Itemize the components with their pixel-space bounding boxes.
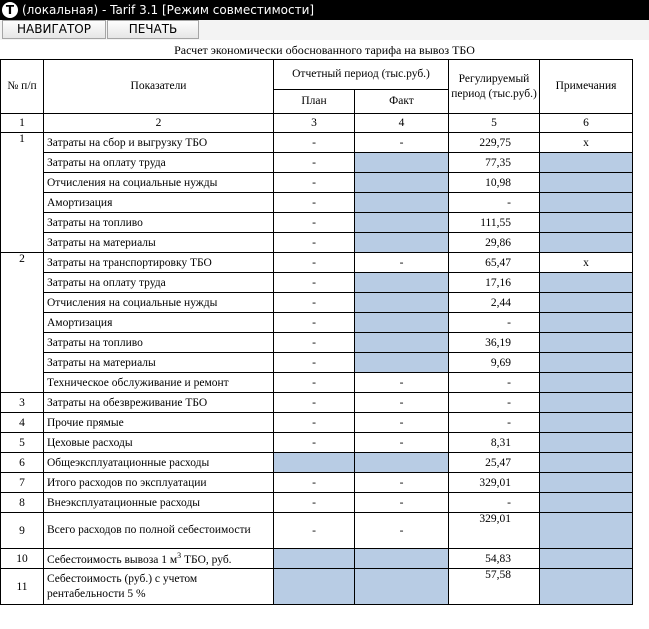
table-row: [1, 233, 633, 253]
fact-cell[interactable]: [355, 569, 449, 605]
row-indicator-name: Отчисления на социальные нужды: [44, 173, 274, 193]
header-plan: План: [274, 90, 355, 114]
print-button[interactable]: ПЕЧАТЬ: [107, 20, 199, 39]
row-indicator-name: Затраты на обезвреживание ТБО: [44, 393, 274, 413]
plan-cell[interactable]: [274, 453, 355, 473]
indicator-superscript: 3: [177, 551, 182, 561]
notes-cell[interactable]: [540, 569, 633, 605]
header-regulated-period: Регулируемый период (тыс.руб.): [449, 60, 540, 114]
regulated-cell: 329,01: [449, 513, 540, 549]
fact-cell[interactable]: [355, 353, 449, 373]
col-number: 6: [540, 114, 633, 133]
indicator-text: Себестоимость вывоза 1 м: [47, 553, 178, 566]
regulated-cell: 65,47: [449, 253, 540, 273]
notes-cell: x: [540, 253, 633, 273]
table-row: [1, 473, 633, 493]
row-indicator-name: Всего расходов по полной себестоимости: [44, 513, 274, 549]
fact-cell: -: [355, 413, 449, 433]
plan-cell: -: [274, 173, 355, 193]
fact-cell: -: [355, 433, 449, 453]
row-number: 4: [1, 413, 44, 433]
fact-cell[interactable]: [355, 173, 449, 193]
plan-cell: -: [274, 353, 355, 373]
table-row: [1, 213, 633, 233]
row-number: 8: [1, 493, 44, 513]
regulated-cell: 77,35: [449, 153, 540, 173]
tariff-table: [0, 59, 633, 605]
table-row: [1, 393, 633, 413]
table-row: [1, 493, 633, 513]
table-row: [1, 193, 633, 213]
row-indicator-name: Общеэксплуатационные расходы: [44, 453, 274, 473]
regulated-cell: 29,86: [449, 233, 540, 253]
table-row: [1, 313, 633, 333]
notes-cell[interactable]: [540, 549, 633, 569]
header-num: № п/п: [1, 60, 44, 114]
row-indicator-name: Амортизация: [44, 193, 274, 213]
row-number: 2: [1, 253, 44, 393]
row-indicator-name: Цеховые расходы: [44, 433, 274, 453]
table-row: [1, 293, 633, 313]
plan-cell: -: [274, 213, 355, 233]
fact-cell[interactable]: [355, 153, 449, 173]
plan-cell: -: [274, 233, 355, 253]
plan-cell: -: [274, 473, 355, 493]
row-number: 10: [1, 549, 44, 569]
regulated-cell: 25,47: [449, 453, 540, 473]
row-indicator-name: Затраты на топливо: [44, 213, 274, 233]
regulated-cell: -: [449, 373, 540, 393]
plan-cell: -: [274, 273, 355, 293]
col-number: 4: [355, 114, 449, 133]
fact-cell: -: [355, 513, 449, 549]
table-row: [1, 253, 633, 273]
plan-cell: -: [274, 313, 355, 333]
fact-cell[interactable]: [355, 313, 449, 333]
regulated-cell: -: [449, 313, 540, 333]
plan-cell: -: [274, 373, 355, 393]
table-row: [1, 413, 633, 433]
regulated-cell: -: [449, 393, 540, 413]
fact-cell[interactable]: [355, 233, 449, 253]
notes-cell[interactable]: [540, 173, 633, 193]
row-indicator-name: Амортизация: [44, 313, 274, 333]
header-notes: Примечания: [540, 60, 633, 114]
regulated-cell: 9,69: [449, 353, 540, 373]
notes-cell[interactable]: [540, 333, 633, 353]
regulated-cell: 329,01: [449, 473, 540, 493]
row-number: 7: [1, 473, 44, 493]
notes-cell[interactable]: [540, 353, 633, 373]
notes-cell[interactable]: [540, 293, 633, 313]
report-title: Расчет экономически обоснованного тарифа на вывоз ТБО: [174, 43, 475, 57]
row-number: 6: [1, 453, 44, 473]
row-indicator-name: [44, 549, 274, 569]
row-indicator-name: Затраты на топливо: [44, 333, 274, 353]
fact-cell: -: [355, 133, 449, 153]
table-row: [1, 153, 633, 173]
regulated-cell: 111,55: [449, 213, 540, 233]
table-row: [1, 549, 633, 569]
notes-cell[interactable]: [540, 153, 633, 173]
notes-cell[interactable]: [540, 273, 633, 293]
notes-cell[interactable]: [540, 453, 633, 473]
row-indicator-name: Себестоимость (руб.) с учетом рентабельности 5 %: [44, 569, 274, 605]
row-number: 5: [1, 433, 44, 453]
fact-cell[interactable]: [355, 453, 449, 473]
regulated-cell: -: [449, 413, 540, 433]
table-row: [1, 453, 633, 473]
regulated-cell: 10,98: [449, 173, 540, 193]
indicator-text-tail: ТБО, руб.: [181, 553, 232, 566]
row-indicator-name: Прочие прямые: [44, 413, 274, 433]
navigator-button[interactable]: НАВИГАТОР: [2, 20, 106, 39]
notes-cell[interactable]: [540, 493, 633, 513]
plan-cell: -: [274, 193, 355, 213]
notes-cell[interactable]: [540, 433, 633, 453]
table-row: [1, 173, 633, 193]
row-indicator-name: Затраты на сбор и выгрузку ТБО: [44, 133, 274, 153]
fact-cell: -: [355, 373, 449, 393]
fact-cell[interactable]: [355, 213, 449, 233]
table-row: [1, 133, 633, 153]
row-indicator-name: Итого расходов по эксплуатации: [44, 473, 274, 493]
plan-cell: -: [274, 153, 355, 173]
row-indicator-name: Затраты на материалы: [44, 233, 274, 253]
plan-cell: -: [274, 133, 355, 153]
fact-cell[interactable]: [355, 333, 449, 353]
row-indicator-name: Затраты на оплату труда: [44, 273, 274, 293]
fact-cell[interactable]: [355, 273, 449, 293]
notes-cell: x: [540, 133, 633, 153]
table-row: [1, 373, 633, 393]
notes-cell[interactable]: [540, 233, 633, 253]
plan-cell: -: [274, 413, 355, 433]
col-number: 5: [449, 114, 540, 133]
plan-cell: -: [274, 253, 355, 273]
toolbar: [0, 20, 649, 40]
fact-cell[interactable]: [355, 193, 449, 213]
col-number: 3: [274, 114, 355, 133]
row-number: 3: [1, 393, 44, 413]
fact-cell: -: [355, 253, 449, 273]
row-indicator-name: Техническое обслуживание и ремонт: [44, 373, 274, 393]
notes-cell[interactable]: [540, 473, 633, 493]
notes-cell[interactable]: [540, 313, 633, 333]
fact-cell: -: [355, 493, 449, 513]
regulated-cell: -: [449, 193, 540, 213]
row-indicator-name: Затраты на транспортировку ТБО: [44, 253, 274, 273]
table-row: [1, 513, 633, 549]
plan-cell: -: [274, 493, 355, 513]
table-row: [1, 353, 633, 373]
plan-cell: -: [274, 393, 355, 413]
notes-cell[interactable]: [540, 213, 633, 233]
fact-cell: -: [355, 393, 449, 413]
regulated-cell: 2,44: [449, 293, 540, 313]
table-row: [1, 273, 633, 293]
regulated-cell: 229,75: [449, 133, 540, 153]
header-fact: Факт: [355, 90, 449, 114]
plan-cell: -: [274, 513, 355, 549]
plan-cell: -: [274, 433, 355, 453]
regulated-cell: 17,16: [449, 273, 540, 293]
app-logo-icon: T: [2, 2, 18, 18]
plan-cell: -: [274, 293, 355, 313]
regulated-cell: 36,19: [449, 333, 540, 353]
window-titlebar: [0, 0, 649, 20]
header-reporting-period: Отчетный период (тыс.руб.): [274, 60, 449, 90]
plan-cell[interactable]: [274, 569, 355, 605]
row-number: 9: [1, 513, 44, 549]
row-indicator-name: Затраты на оплату труда: [44, 153, 274, 173]
regulated-cell: 54,83: [449, 549, 540, 569]
fact-cell: -: [355, 473, 449, 493]
table-row: [1, 333, 633, 353]
row-indicator-name: Затраты на материалы: [44, 353, 274, 373]
regulated-cell: 8,31: [449, 433, 540, 453]
col-number: 1: [1, 114, 44, 133]
window-title: (локальная) - Tarif 3.1 [Режим совместимости]: [22, 3, 315, 17]
notes-cell[interactable]: [540, 513, 633, 549]
notes-cell[interactable]: [540, 373, 633, 393]
fact-cell[interactable]: [355, 293, 449, 313]
regulated-cell: 57,58: [449, 569, 540, 605]
table-row: [1, 433, 633, 453]
header-indicators: Показатели: [44, 60, 274, 114]
plan-cell: -: [274, 333, 355, 353]
row-indicator-name: Отчисления на социальные нужды: [44, 293, 274, 313]
notes-cell[interactable]: [540, 413, 633, 433]
notes-cell[interactable]: [540, 393, 633, 413]
row-number: 11: [1, 569, 44, 605]
fact-cell[interactable]: [355, 549, 449, 569]
plan-cell[interactable]: [274, 549, 355, 569]
row-number: 1: [1, 133, 44, 253]
table-row: [1, 569, 633, 605]
notes-cell[interactable]: [540, 193, 633, 213]
row-indicator-name: Внеэксплуатационные расходы: [44, 493, 274, 513]
regulated-cell: -: [449, 493, 540, 513]
col-number: 2: [44, 114, 274, 133]
